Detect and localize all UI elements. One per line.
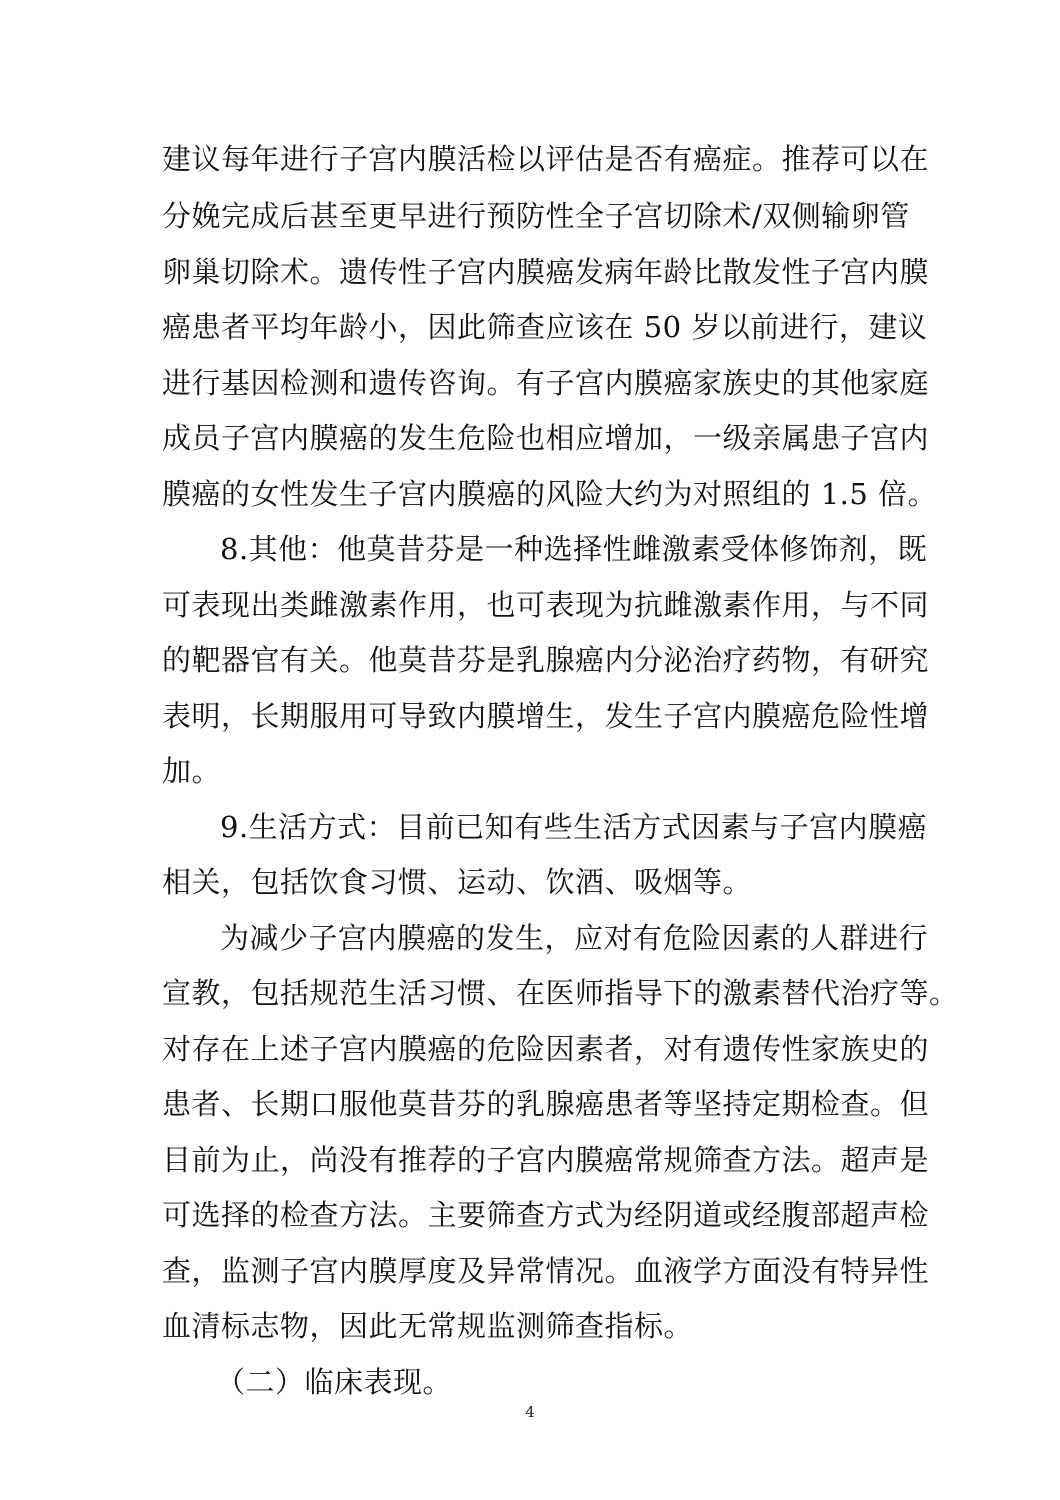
paragraph-line: 分娩完成后甚至更早进行预防性全子宫切除术/双侧输卵管 bbox=[162, 199, 910, 233]
paragraph-line: 膜癌的女性发生子宫内膜癌的风险大约为对照组的 1.5 倍。 bbox=[162, 477, 938, 511]
paragraph-line: 宣教，包括规范生活习惯、在医师指导下的激素替代治疗等。 bbox=[162, 976, 959, 1010]
paragraph-line: 卵巢切除术。遗传性子宫内膜癌发病年龄比散发性子宫内膜 bbox=[162, 255, 930, 289]
paragraph-line: 对存在上述子宫内膜癌的危险因素者，对有遗传性家族史的 bbox=[162, 1032, 930, 1066]
paragraph-line: 患者、长期口服他莫昔芬的乳腺癌患者等坚持定期检查。但 bbox=[162, 1087, 930, 1121]
paragraph-line: 相关，包括饮食习惯、运动、饮酒、吸烟等。 bbox=[162, 865, 753, 899]
paragraph-line: 的靶器官有关。他莫昔芬是乳腺癌内分泌治疗药物，有研究 bbox=[162, 643, 930, 677]
paragraph-line: 进行基因检测和遗传咨询。有子宫内膜癌家族史的其他家庭 bbox=[162, 366, 930, 400]
paragraph-line: 建议每年进行子宫内膜活检以评估是否有癌症。推荐可以在 bbox=[162, 142, 930, 176]
paragraph-line: 可选择的检查方法。主要筛查方式为经阴道或经腹部超声检 bbox=[162, 1198, 930, 1232]
paragraph-line: 加。 bbox=[162, 754, 222, 788]
paragraph-line: 表明，长期服用可导致内膜增生，发生子宫内膜癌危险性增 bbox=[162, 699, 930, 733]
paragraph-line: 8.其他：他莫昔芬是一种选择性雌激素受体修饰剂，既 bbox=[220, 532, 928, 566]
paragraph-line: 为减少子宫内膜癌的发生，应对有危险因素的人群进行 bbox=[220, 921, 929, 955]
paragraph-line: 血清标志物，因此无常规监测筛查指标。 bbox=[162, 1309, 694, 1343]
paragraph-line: 9.生活方式：目前已知有些生活方式因素与子宫内膜癌 bbox=[220, 810, 928, 844]
paragraph-line: 查，监测子宫内膜厚度及异常情况。血液学方面没有特异性 bbox=[162, 1254, 930, 1288]
section-heading: （二）临床表现。 bbox=[216, 1365, 453, 1399]
paragraph-line: 成员子宫内膜癌的发生危险也相应增加，一级亲属患子宫内 bbox=[162, 421, 930, 455]
paragraph-line: 癌患者平均年龄小，因此筛查应该在 50 岁以前进行，建议 bbox=[162, 310, 928, 344]
paragraph-line: 目前为止，尚没有推荐的子宫内膜癌常规筛查方法。超声是 bbox=[162, 1143, 930, 1177]
paragraph-line: 可表现出类雌激素作用，也可表现为抗雌激素作用，与不同 bbox=[162, 588, 930, 622]
page-number: 4 bbox=[525, 1403, 535, 1421]
